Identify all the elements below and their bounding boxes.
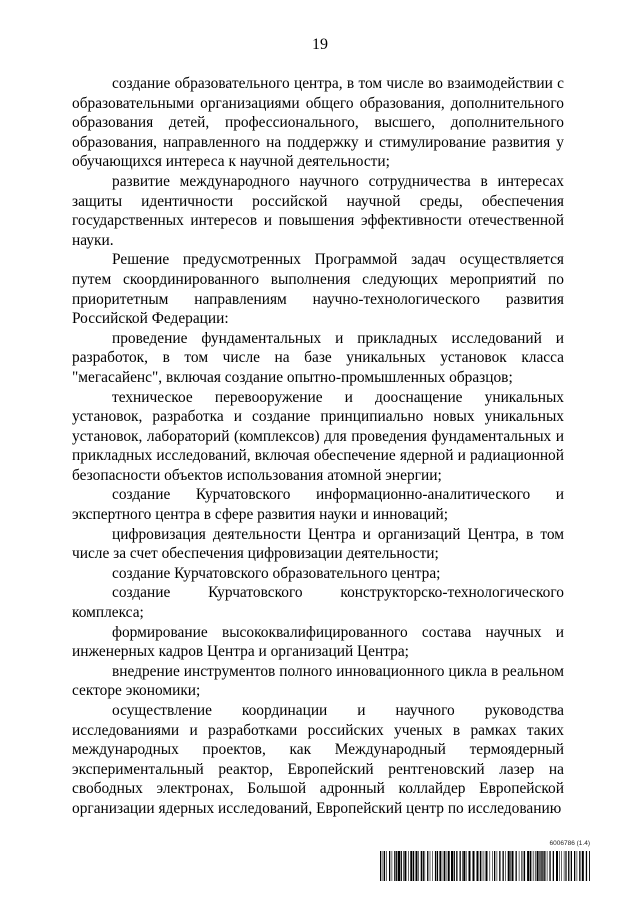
barcode-bar <box>586 851 587 881</box>
paragraph: Решение предусмотренных Программой задач осуществляется путем скоординированного выполнения следующих мероприятий по приоритетным направлениям научно-технологического развития Российской Федерации: <box>72 251 564 328</box>
barcode-bar <box>430 851 431 881</box>
barcode-bar <box>403 851 404 881</box>
barcode-bar <box>396 851 397 881</box>
barcode-bar <box>503 851 504 881</box>
barcode-bar <box>456 851 457 881</box>
barcode-bar <box>410 851 412 881</box>
barcode-bar <box>394 851 395 881</box>
barcode-bar <box>386 851 387 881</box>
paragraph: проведение фундаментальных и прикладных исследований и разработок, в том числе на базе уникальных установок класса "мегасайенс", включая создание опытно-промышленных образцов; <box>72 329 564 386</box>
barcode-bar <box>460 851 461 881</box>
barcode-bar <box>519 851 520 881</box>
barcode-bar <box>582 851 584 881</box>
barcode-bar <box>404 851 406 881</box>
barcode-bar <box>439 851 441 881</box>
barcode-bar <box>530 851 531 881</box>
barcode-bar <box>418 851 419 881</box>
paragraph: создание Курчатовского конструкторско-технологического комплекса; <box>72 584 564 622</box>
barcode-bar <box>512 851 514 881</box>
page-number: 19 <box>312 36 328 53</box>
barcode-bar <box>423 851 424 881</box>
barcode-bar <box>537 851 539 881</box>
barcode-bar <box>380 851 381 881</box>
barcode-bar <box>527 851 529 881</box>
paragraph: цифровизация деятельности Центра и организаций Центра, в том числе за счет обеспечения цифровизации деятельности; <box>72 525 564 563</box>
paragraph: создание образовательного центра, в том числе во взаимодействии с образовательными организациями общего образования, дополнительного образования детей, профессионального, высшего, дополнительного образования, направленного на поддержку и стимулирование развития у обучающихся интереса к научной деятельности; <box>72 75 564 171</box>
paragraph: создание Курчатовского информационно-аналитического и экспертного центра в сфере развития науки и инноваций; <box>72 486 564 524</box>
barcode-bar <box>444 851 445 881</box>
barcode-bar <box>490 851 491 881</box>
barcode-bar <box>571 851 572 881</box>
paragraph: техническое перевооружение и дооснащение уникальных установок, разработка и создание принципиально новых уникальных установок, лабораторий (комплексов) для проведения фундаментальных и прикладных исследований, включая обеспечение ядерной и радиационной безопасности объектов использования атомной энергии; <box>72 388 564 484</box>
barcode-bar <box>565 851 566 881</box>
barcode-bar <box>398 851 400 881</box>
barcode-bar <box>473 851 475 881</box>
barcode-bar <box>566 851 567 881</box>
barcode-bar <box>544 851 545 881</box>
barcode-bar <box>437 851 438 881</box>
barcode-bar <box>510 851 511 881</box>
barcode-bar <box>416 851 418 881</box>
barcode-bar <box>492 851 493 881</box>
barcode-icon <box>380 851 590 881</box>
barcode-bar <box>454 851 455 881</box>
barcode-bar <box>499 851 500 881</box>
barcode-bar <box>534 851 535 881</box>
barcode-bar <box>574 851 575 881</box>
barcode-bar <box>549 851 550 881</box>
paragraph: внедрение инструментов полного инновационного цикла в реальном секторе экономики; <box>72 662 564 700</box>
barcode-bar <box>448 851 450 881</box>
barcode-bar <box>451 851 453 881</box>
paragraph: формирование высококвалифицированного состава научных и инженерных кадров Центра и организаций Центра; <box>72 623 564 661</box>
barcode-bar <box>435 851 436 881</box>
barcode-bar <box>413 851 414 881</box>
barcode-bar <box>561 851 562 881</box>
barcode-bar <box>547 851 548 881</box>
barcode-bar <box>389 851 390 881</box>
barcode-bar <box>532 851 533 881</box>
barcode-bar <box>497 851 498 881</box>
barcode-bar <box>482 851 483 881</box>
barcode-bar <box>564 851 565 881</box>
barcode-bar <box>469 851 471 881</box>
barcode-bar <box>508 851 510 881</box>
barcode-block <box>380 840 590 884</box>
barcode-bar <box>432 851 433 881</box>
barcode-bar <box>516 851 517 881</box>
barcode-bar <box>589 851 590 881</box>
barcode-bar <box>577 851 578 881</box>
barcode-bar <box>486 851 488 881</box>
paragraph: создание Курчатовского образовательного центра; <box>112 564 441 582</box>
barcode-bar <box>535 851 536 881</box>
barcode-bar <box>579 851 580 881</box>
barcode-label: 6006786 (1.4) <box>549 840 590 847</box>
barcode-bar <box>443 851 444 881</box>
document-body <box>72 74 564 819</box>
barcode-bar <box>523 851 524 881</box>
barcode-bar <box>505 851 506 881</box>
barcode-bar <box>524 851 525 881</box>
barcode-bar <box>466 851 467 881</box>
barcode-bar <box>384 851 385 881</box>
barcode-bar <box>484 851 485 881</box>
barcode-bar <box>427 851 428 881</box>
paragraph: развитие международного научного сотрудничества в интересах защиты идентичности российской научной среды, обеспечения государственных интересов и повышения эффективности отечественной науки. <box>72 172 564 249</box>
barcode-bar <box>421 851 422 881</box>
barcode-bar <box>540 851 541 881</box>
barcode-bar <box>553 851 554 881</box>
barcode-bar <box>408 851 409 881</box>
barcode-bar <box>463 851 465 881</box>
barcode-bar <box>494 851 495 881</box>
barcode-bar <box>559 851 560 881</box>
barcode-bar <box>521 851 522 881</box>
barcode-bar <box>446 851 447 881</box>
barcode-bar <box>480 851 481 881</box>
barcode-bar <box>477 851 479 881</box>
barcode-bar <box>556 851 558 881</box>
barcode-bar <box>425 851 426 881</box>
barcode-bar <box>568 851 569 881</box>
barcode-bar <box>542 851 543 881</box>
barcode-bar <box>392 851 393 881</box>
barcode-bar <box>383 851 384 881</box>
barcode-bar <box>462 851 463 881</box>
paragraph: осуществление координации и научного руководства исследованиями и разработками российских ученых в рамках таких международных проектов, как Международный термоядерный экспериментальный реактор, Европейский рентгеновский лазер на свободных электронах, Большой адронный коллайдер Европейской организации ядерных исследований, Европейский центр по исследованию <box>72 702 564 817</box>
barcode-bar <box>539 851 540 881</box>
barcode-bar <box>401 851 402 881</box>
